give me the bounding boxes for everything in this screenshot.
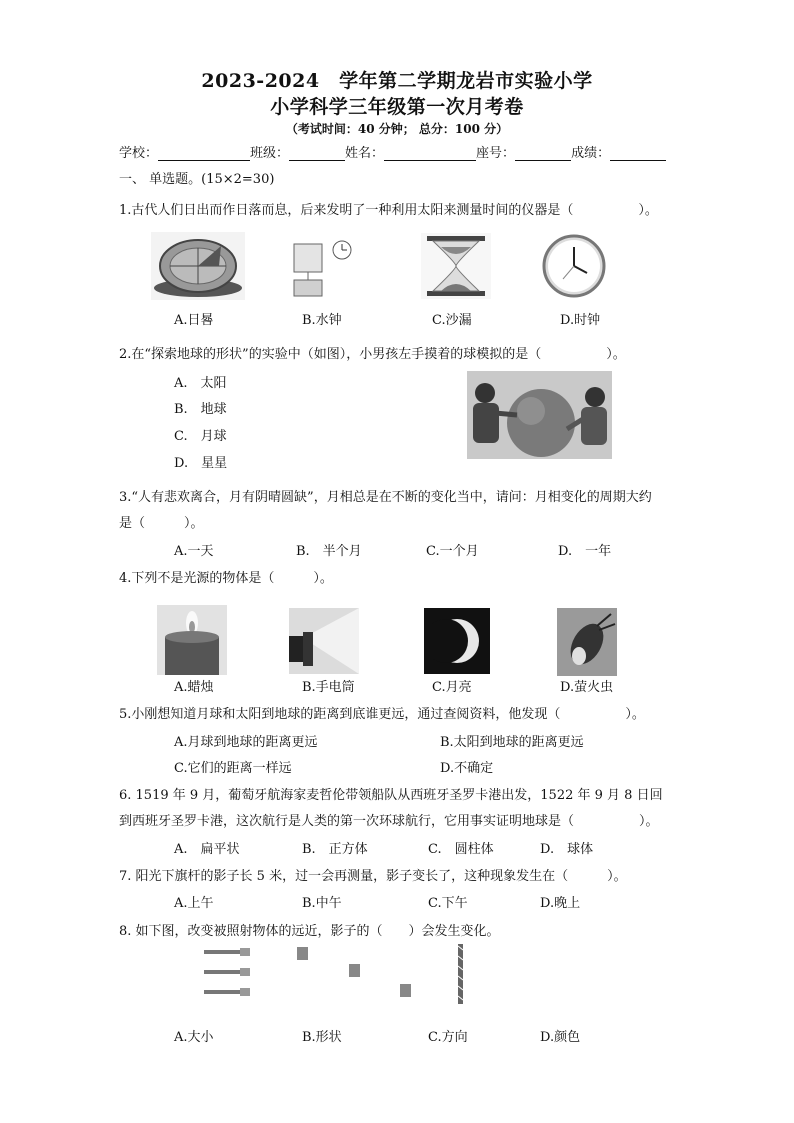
- q2-option-d[interactable]: D. 星星: [174, 456, 228, 471]
- q1-option-b[interactable]: B.水钟: [302, 313, 342, 328]
- q5-option-c[interactable]: C.它们的距离一样远: [174, 761, 292, 776]
- q8-option-a[interactable]: A.大小: [174, 1030, 214, 1045]
- question-1: 1.古代人们日出而作日落而息，后来发明了一种利用太阳来测量时间的仪器是（ ）。: [119, 203, 658, 218]
- q6-option-d[interactable]: D. 球体: [540, 842, 594, 857]
- sundial-image: [151, 232, 245, 300]
- student-info-row: [119, 142, 666, 161]
- moon-image: [424, 608, 490, 674]
- q7-option-a[interactable]: A.上午: [174, 896, 214, 911]
- q6-option-c[interactable]: C. 圆柱体: [428, 842, 494, 857]
- children-globe-image: [467, 371, 612, 459]
- block-far-icon: [400, 984, 411, 997]
- q4-option-a[interactable]: A.蜡烛: [174, 680, 214, 695]
- q8-option-c[interactable]: C.方向: [428, 1030, 468, 1045]
- school-field[interactable]: [158, 146, 250, 161]
- class-label: 班级：: [250, 146, 290, 161]
- q7-option-c[interactable]: C.下午: [428, 896, 468, 911]
- q6-option-a[interactable]: A. 扁平状: [174, 842, 240, 857]
- score-label: 成绩：: [571, 146, 611, 161]
- section-title: 一、 单选题。(15×2=30): [119, 172, 275, 187]
- q4-option-c[interactable]: C.月亮: [432, 680, 472, 695]
- name-label: 姓名：: [345, 146, 385, 161]
- q5-option-d[interactable]: D.不确定: [440, 761, 494, 776]
- name-field[interactable]: [384, 146, 476, 161]
- q8-option-d[interactable]: D.颜色: [540, 1030, 581, 1045]
- question-2: 2.在“探索地球的形状”的实验中（如图），小男孩左手摸着的球模拟的是（ ）。: [119, 347, 626, 362]
- q4-option-d[interactable]: D.萤火虫: [560, 680, 614, 695]
- block-near-icon: [297, 947, 308, 960]
- block-middle-icon: [349, 964, 360, 977]
- exam-info: （考试时间：40 分钟； 总分：100 分）: [285, 122, 509, 136]
- q5-option-a[interactable]: A.月球到地球的距离更远: [174, 735, 318, 750]
- q2-option-c[interactable]: C. 月球: [174, 429, 227, 444]
- q3-option-c[interactable]: C.一个月: [426, 544, 479, 559]
- question-3-cont: 是（ ）。: [119, 516, 204, 531]
- candle-image: [157, 605, 227, 675]
- q1-option-c[interactable]: C.沙漏: [432, 313, 472, 328]
- q3-option-b[interactable]: B. 半个月: [296, 544, 362, 559]
- screen-wall-icon: [458, 944, 463, 1004]
- seat-label: 座号：: [476, 146, 516, 161]
- question-5: 5.小刚想知道月球和太阳到地球的距离到底谁更远，通过查阅资料，他发现（ ）。: [119, 707, 645, 722]
- flashlight-image: [289, 608, 359, 674]
- question-6: 6. 1519 年 9 月，葡萄牙航海家麦哲伦带领船队从西班牙圣罗卡港出发，1522 年 9 月 8 日回: [119, 788, 663, 803]
- q2-option-a[interactable]: A. 太阳: [174, 376, 227, 391]
- page-subtitle: 小学科学三年级第一次月考卷: [270, 96, 524, 118]
- q2-option-b[interactable]: B. 地球: [174, 402, 227, 417]
- seat-field[interactable]: [515, 146, 571, 161]
- q3-option-d[interactable]: D. 一年: [558, 544, 612, 559]
- q3-option-a[interactable]: A.一天: [174, 544, 214, 559]
- clock-image: [541, 233, 607, 299]
- q4-option-b[interactable]: B.手电筒: [302, 680, 355, 695]
- q1-option-d[interactable]: D.时钟: [560, 313, 601, 328]
- class-field[interactable]: [289, 146, 345, 161]
- firefly-image: [557, 608, 617, 676]
- school-label: 学校：: [119, 146, 159, 161]
- water-clock-image: [288, 238, 362, 298]
- shadow-experiment-diagram: [200, 942, 475, 1006]
- question-3: 3.“人有悲欢离合，月有阴晴圆缺”，月相总是在不断的变化当中，请问：月相变化的周期大约: [119, 490, 652, 505]
- q6-option-b[interactable]: B. 正方体: [302, 842, 368, 857]
- hourglass-image: [421, 233, 491, 299]
- q8-option-b[interactable]: B.形状: [302, 1030, 342, 1045]
- score-field[interactable]: [610, 146, 666, 161]
- question-6-cont: 到西班牙圣罗卡港，这次航行是人类的第一次环球航行，它用事实证明地球是（ ）。: [119, 814, 659, 829]
- q5-option-b[interactable]: B.太阳到地球的距离更远: [440, 735, 584, 750]
- question-8: 8. 如下图，改变被照射物体的远近，影子的（ ）会发生变化。: [119, 924, 500, 939]
- q1-option-a[interactable]: A.日晷: [174, 313, 214, 328]
- q7-option-d[interactable]: D.晚上: [540, 896, 581, 911]
- q7-option-b[interactable]: B.中午: [302, 896, 342, 911]
- flashlight-icon: [204, 948, 250, 996]
- question-4: 4.下列不是光源的物体是（ ）。: [119, 571, 333, 586]
- page-title: 2023-2024 学年第二学期龙岩市实验小学: [201, 70, 593, 92]
- question-7: 7. 阳光下旗杆的影子长 5 米，过一会再测量，影子变长了，这种现象发生在（ ）。: [119, 869, 627, 884]
